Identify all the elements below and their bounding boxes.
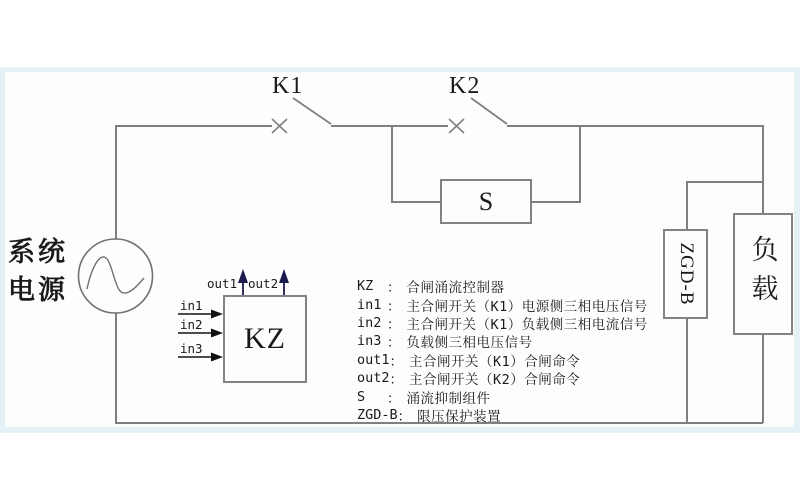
legend-separator: ： (389, 353, 404, 370)
legend-separator: ： (387, 298, 401, 315)
output-label-out2: out2 (248, 276, 279, 291)
wire-s-branch-left (392, 125, 440, 202)
legend-term: out2 (357, 370, 390, 387)
suppressor-box (440, 179, 532, 224)
legend-desc: 主合闸开关（K1）合闸命令 (409, 353, 581, 370)
legend-term: in2 (357, 314, 382, 331)
load-box (733, 213, 793, 335)
legend-row (357, 387, 648, 405)
suppressor-label: S (478, 186, 494, 216)
controller-box (223, 295, 307, 383)
legend-term: out1 (357, 351, 390, 368)
legend-desc: 涌流抑制组件 (406, 390, 491, 407)
output-label-out1: out1 (207, 276, 238, 291)
out2-arrow-icon (279, 269, 289, 295)
input-label-in2: in2 (180, 317, 203, 332)
wire-source-to-k1 (116, 126, 272, 239)
legend-desc: 主合闸开关（K1）负载侧三相电流信号 (406, 316, 648, 333)
legend-term: S (357, 388, 366, 405)
input-label-in1: in1 (180, 298, 203, 313)
input-label-in3: in3 (180, 341, 203, 356)
legend-separator: ： (387, 390, 401, 407)
legend-desc: 主合闸开关（K2）合闸命令 (409, 372, 581, 389)
legend (357, 277, 648, 424)
protector-label: ZGD-B (675, 242, 697, 306)
legend-row (357, 314, 648, 332)
legend-separator: ： (387, 280, 401, 297)
legend-term: in1 (357, 296, 382, 313)
protector-box (663, 229, 708, 319)
wire-s-branch-right (532, 125, 580, 202)
system-power-label (8, 233, 68, 309)
legend-row (357, 406, 648, 424)
legend-row (357, 295, 648, 313)
legend-desc: 主合闸开关（K1）电源侧三相电压信号 (406, 298, 648, 315)
legend-desc: 合闸涌流控制器 (406, 280, 505, 297)
legend-row (357, 351, 648, 369)
k2-breaker-icon (449, 98, 507, 133)
k2-label: K2 (449, 73, 481, 99)
legend-separator: ： (397, 408, 412, 425)
legend-separator: ： (387, 335, 401, 352)
k1-breaker-icon (272, 98, 331, 133)
wire-k2-to-load (507, 126, 763, 213)
legend-term: ZGD-B (357, 406, 398, 423)
legend-desc: 负载侧三相电压信号 (406, 335, 533, 352)
legend-row (357, 332, 648, 350)
controller-label: KZ (244, 322, 286, 355)
legend-row (357, 369, 648, 387)
legend-separator: ： (389, 372, 404, 389)
system-power-line2: 电源 (8, 275, 68, 305)
system-power-line1: 系统 (8, 237, 68, 267)
load-label: 负载 (747, 235, 778, 313)
out1-arrow-icon (238, 269, 248, 295)
legend-term: KZ (357, 278, 374, 295)
legend-term: in3 (357, 333, 382, 350)
ac-source-icon (79, 239, 153, 313)
legend-row (357, 277, 648, 295)
k1-label: K1 (272, 73, 304, 99)
legend-separator: ： (387, 316, 401, 333)
legend-desc: 限压保护装置 (417, 408, 502, 425)
